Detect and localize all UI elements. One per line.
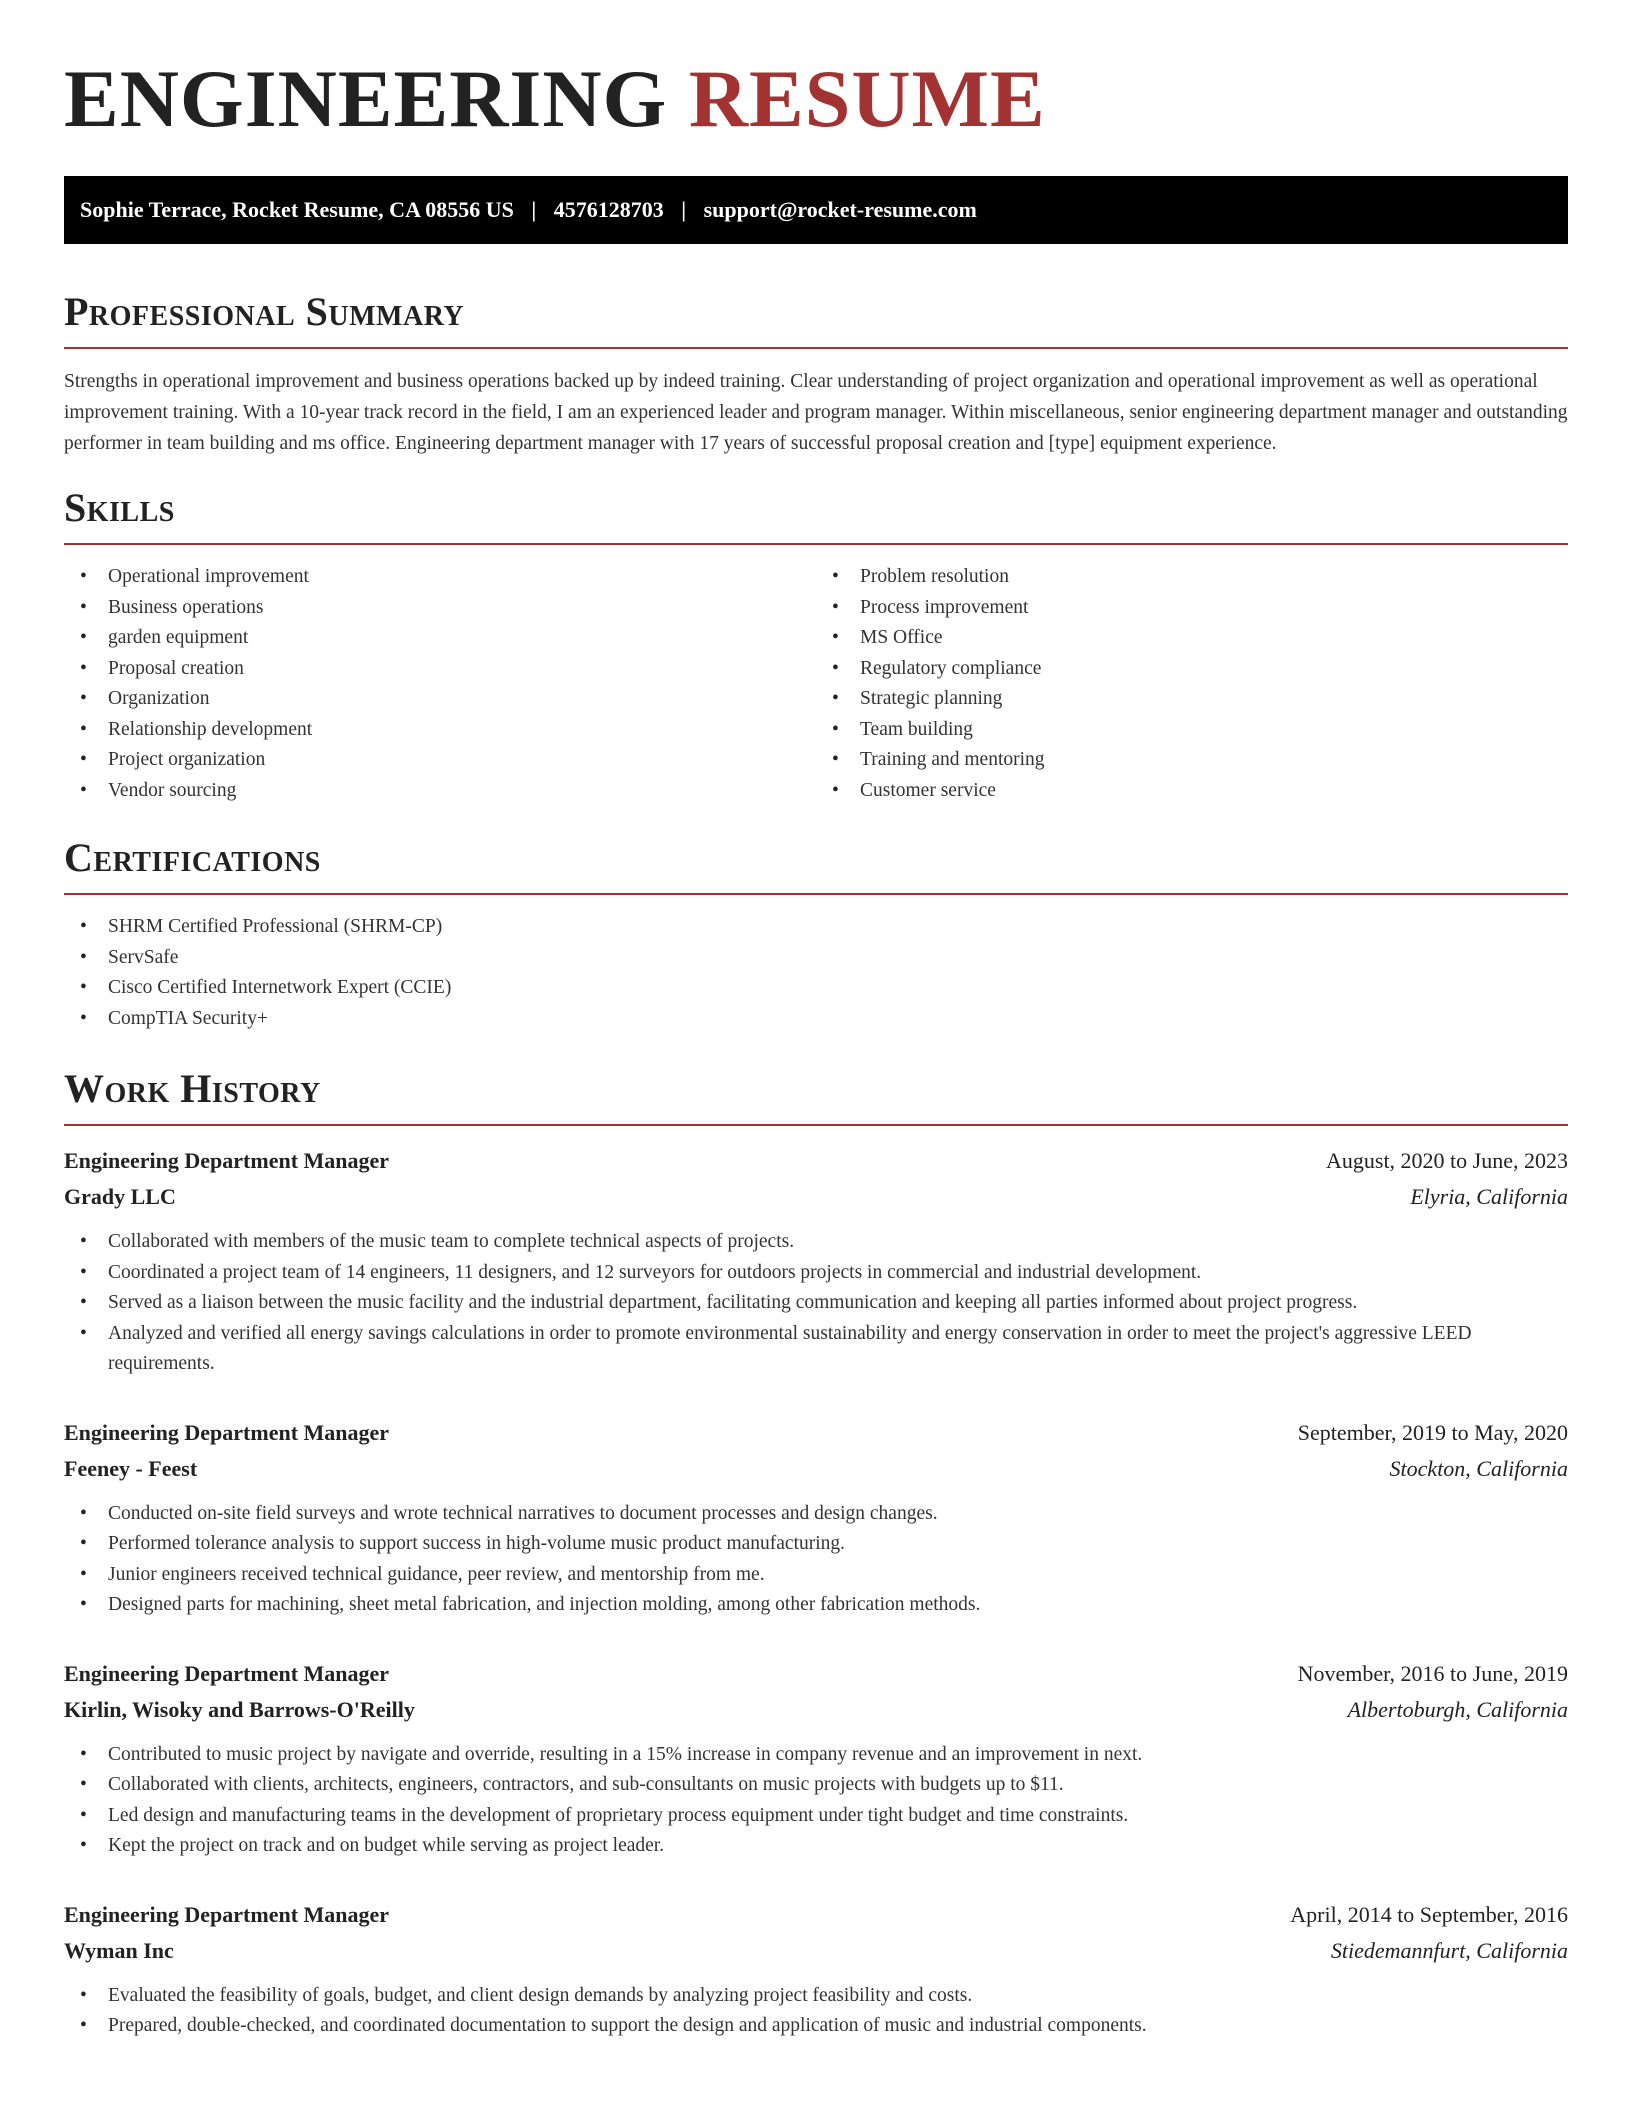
contact-phone: 4576128703: [553, 197, 664, 222]
skill-item: • Strategic planning: [816, 684, 1568, 715]
job-entry: [64, 1143, 1568, 1380]
skills-section: [64, 484, 1568, 806]
job-bullets: [64, 1227, 1568, 1380]
skill-item: • Project organization: [64, 745, 816, 776]
skill-item: • Process improvement: [816, 593, 1568, 624]
certification-item: • SHRM Certified Professional (SHRM-CP): [64, 912, 1568, 943]
job-bullet: • Collaborated with clients, architects, engineers, contractors, and sub-consultants on music projects with budgets up to $11.: [64, 1770, 1568, 1801]
contact-separator: |: [531, 197, 537, 222]
section-heading-certifications: Certifications: [64, 835, 321, 880]
certifications-section: [64, 834, 1568, 1034]
skill-item: • Problem resolution: [816, 562, 1568, 593]
job-bullet: • Contributed to music project by navigate and override, resulting in a 15% increase in company revenue and an improvement in next.: [64, 1740, 1568, 1771]
job-title: Engineering Department Manager: [64, 1148, 390, 1173]
job-bullet: • Designed parts for machining, sheet metal fabrication, and injection molding, among other fabrication methods.: [64, 1590, 1568, 1621]
job-bullet: • Analyzed and verified all energy savings calculations in order to promote environmental sustainability and energy conservation in order to meet the project's aggressive LEED requirements.: [64, 1319, 1568, 1380]
certifications-list: [64, 912, 1568, 1034]
title-accent: RESUME: [688, 53, 1046, 144]
job-bullets: [64, 1499, 1568, 1621]
skill-item: • Organization: [64, 684, 816, 715]
skill-item: • Team building: [816, 715, 1568, 746]
job-bullet: • Served as a liaison between the music facility and the industrial department, facilitating communication and keeping all parties informed about project progress.: [64, 1288, 1568, 1319]
job-location: Stockton, California: [1389, 1455, 1568, 1481]
job-dates: April, 2014 to September, 2016: [1290, 1901, 1568, 1927]
job-dates: September, 2019 to May, 2020: [1297, 1419, 1568, 1445]
job-company: Grady LLC: [64, 1184, 176, 1209]
job-bullet: • Conducted on-site field surveys and wrote technical narratives to document processes and design changes.: [64, 1499, 1568, 1530]
section-divider: [64, 893, 1568, 895]
skill-item: • Proposal creation: [64, 654, 816, 685]
job-title: Engineering Department Manager: [64, 1419, 390, 1445]
job-entry: [64, 1656, 1568, 1862]
skill-item: • Training and mentoring: [816, 745, 1568, 776]
section-divider: [64, 543, 1568, 545]
contact-separator: |: [681, 197, 687, 222]
job-location: Stiedemannfurt, California: [1330, 1937, 1568, 1963]
certification-item: • ServSafe: [64, 943, 1568, 974]
job-dates: August, 2020 to June, 2023: [1326, 1148, 1568, 1173]
skill-item: • Operational improvement: [64, 562, 816, 593]
job-title: Engineering Department Manager: [64, 1660, 390, 1686]
resume-title: [64, 0, 1568, 144]
section-heading-work-history: Work History: [64, 1066, 321, 1111]
skill-item: • Regulatory compliance: [816, 654, 1568, 685]
job-entry: [64, 1897, 1568, 2042]
skill-item: • Business operations: [64, 593, 816, 624]
job-bullet: • Collaborated with members of the music team to complete technical aspects of projects.: [64, 1227, 1568, 1258]
job-location: Elyria, California: [1410, 1184, 1568, 1209]
contact-bar: [64, 176, 1568, 244]
job-bullet: • Led design and manufacturing teams in the development of proprietary process equipment under tight budget and time constraints.: [64, 1801, 1568, 1832]
summary-text: Strengths in operational improvement and business operations backed up by indeed training. Clear understanding of project organization and operational improvement as well as operational improvement training. With a 10-year track record in the field, I am an experienced leader and program manager. Within miscellaneous, senior engineering department manager and outstanding performer in team building and ms office. Engineering department manager with 17 years of successful proposal creation and [type] equipment experience.: [64, 371, 1568, 454]
certification-item: • CompTIA Security+: [64, 1004, 1568, 1035]
job-bullet: • Junior engineers received technical guidance, peer review, and mentorship from me.: [64, 1560, 1568, 1591]
job-bullets: [64, 1981, 1568, 2042]
job-location: Albertoburgh, California: [1347, 1696, 1568, 1722]
skills-grid: [64, 562, 1568, 806]
job-dates: November, 2016 to June, 2019: [1297, 1660, 1568, 1686]
job-bullet: • Prepared, double-checked, and coordinated documentation to support the design and application of music and industrial components.: [64, 2011, 1568, 2042]
job-company: Kirlin, Wisoky and Barrows-O'Reilly: [64, 1696, 415, 1722]
title-main: ENGINEERING: [64, 53, 668, 144]
job-bullet: • Kept the project on track and on budget while serving as project leader.: [64, 1831, 1568, 1862]
certification-item: • Cisco Certified Internetwork Expert (CCIE): [64, 973, 1568, 1004]
summary-section: [64, 288, 1568, 459]
skill-item: • Customer service: [816, 776, 1568, 807]
job-title: Engineering Department Manager: [64, 1901, 390, 1927]
skill-item: • MS Office: [816, 623, 1568, 654]
job-entry: [64, 1415, 1568, 1621]
section-heading-skills: Skills: [64, 485, 175, 530]
job-bullet: • Coordinated a project team of 14 engineers, 11 designers, and 12 surveyors for outdoors projects in commercial and industrial development.: [64, 1258, 1568, 1289]
skill-item: • Vendor sourcing: [64, 776, 816, 807]
section-divider: [64, 1124, 1568, 1126]
contact-email: support@rocket-resume.com: [703, 197, 977, 222]
job-bullets: [64, 1740, 1568, 1862]
skill-item: • garden equipment: [64, 623, 816, 654]
job-bullet: • Evaluated the feasibility of goals, budget, and client design demands by analyzing project feasibility and costs.: [64, 1981, 1568, 2012]
contact-address: Sophie Terrace, Rocket Resume, CA 08556 US: [80, 197, 514, 222]
skills-column-left: [64, 562, 816, 806]
job-company: Wyman Inc: [64, 1937, 174, 1963]
skills-column-right: [816, 562, 1568, 806]
job-company: Feeney - Feest: [64, 1455, 198, 1481]
job-bullet: • Performed tolerance analysis to support success in high-volume music product manufacturing.: [64, 1529, 1568, 1560]
skill-item: • Relationship development: [64, 715, 816, 746]
section-heading-summary: Professional Summary: [64, 289, 465, 334]
section-divider: [64, 347, 1568, 349]
work-history-section: [64, 1065, 1568, 2042]
